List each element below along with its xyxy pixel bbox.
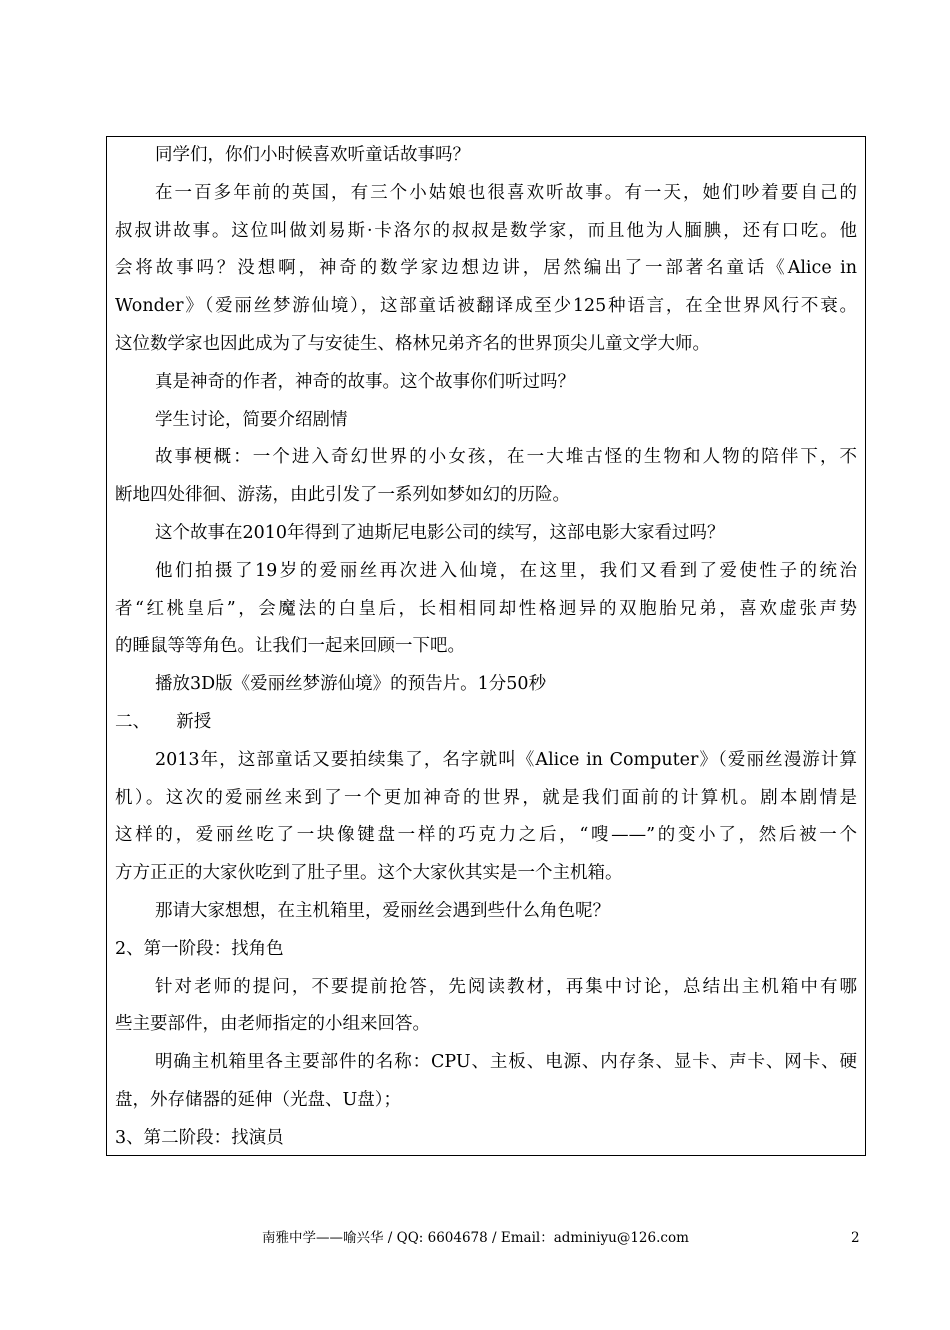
page-number: 2 bbox=[851, 1230, 860, 1246]
text-line: 会将故事吗？没想啊，神奇的数学家边想边讲，居然编出了一部著名童话《Alice in bbox=[115, 258, 857, 279]
text-line: 真是神奇的作者，神奇的故事。这个故事你们听过吗？ bbox=[155, 371, 575, 392]
text-line: 2013年，这部童话又要拍续集了，名字就叫《Alice in Computer》（爱丽丝漫游计算 bbox=[155, 749, 857, 770]
text-line: Wonder》（爱丽丝梦游仙境），这部童话被翻译成至少125种语言，在全世界风行不衰。 bbox=[115, 296, 857, 317]
page-footer bbox=[0, 1226, 950, 1250]
content-frame bbox=[106, 136, 866, 1156]
text-line: 盘，外存储器的延伸（光盘、U盘）； bbox=[115, 1089, 401, 1110]
text-line: 断地四处徘徊、游荡，由此引发了一系列如梦如幻的历险。 bbox=[115, 485, 570, 506]
text-line: 同学们，你们小时候喜欢听童话故事吗？ bbox=[155, 145, 470, 165]
text-line: 明确主机箱里各主要部件的名称：CPU、主板、电源、内存条、显卡、声卡、网卡、硬 bbox=[155, 1052, 857, 1073]
text-line: 方方正正的大家伙吃到了肚子里。这个大家伙其实是一个主机箱。 bbox=[115, 863, 623, 884]
text-line: 3、第二阶段：找演员 bbox=[115, 1127, 284, 1148]
text-line: 那请大家想想，在主机箱里，爱丽丝会遇到些什么角色呢？ bbox=[155, 900, 610, 921]
text-line: 者“红桃皇后”，会魔法的白皇后，长相相同却性格迥异的双胞胎兄弟，喜欢虚张声势 bbox=[115, 598, 857, 619]
text-line: 的睡鼠等等角色。让我们一起来回顾一下吧。 bbox=[115, 636, 465, 657]
text-line: 这位数学家也因此成为了与安徒生、格林兄弟齐名的世界顶尖儿童文学大师。 bbox=[115, 333, 710, 354]
text-line: 些主要部件，由老师指定的小组来回答。 bbox=[115, 1014, 430, 1035]
text-line: 故事梗概：一个进入奇幻世界的小女孩，在一大堆古怪的生物和人物的陪伴下，不 bbox=[155, 447, 857, 468]
footer-contact: 南雅中学——喻兴华 / QQ: 6604678 / Email：adminiyu@126.com bbox=[262, 1230, 689, 1246]
text-line: 他们拍摄了19岁的爱丽丝再次进入仙境，在这里，我们又看到了爱使性子的统治 bbox=[155, 560, 857, 581]
text-line: 叔叔讲故事。这位叫做刘易斯·卡洛尔的叔叔是数学家，而且他为人腼腆，还有口吃。他 bbox=[115, 220, 857, 241]
text-line: 2、第一阶段：找角色 bbox=[115, 938, 284, 959]
text-line: 二、 新授 bbox=[115, 711, 212, 732]
text-line: 学生讨论，简要介绍剧情 bbox=[155, 409, 348, 430]
text-line: 针对老师的提问，不要提前抢答，先阅读教材，再集中讨论，总结出主机箱中有哪 bbox=[155, 976, 857, 997]
text-line: 这样的，爱丽丝吃了一块像键盘一样的巧克力之后，“嗖——”的变小了，然后被一个 bbox=[115, 825, 857, 846]
text-line: 播放3D版《爱丽丝梦游仙境》的预告片。1分50秒 bbox=[155, 674, 547, 695]
document-body bbox=[115, 137, 857, 1158]
text-line: 这个故事在2010年得到了迪斯尼电影公司的续写，这部电影大家看过吗？ bbox=[155, 522, 725, 543]
text-line: 在一百多年前的英国，有三个小姑娘也很喜欢听故事。有一天，她们吵着要自己的 bbox=[155, 182, 857, 203]
text-line: 机）。这次的爱丽丝来到了一个更加神奇的世界，就是我们面前的计算机。剧本剧情是 bbox=[115, 787, 857, 808]
